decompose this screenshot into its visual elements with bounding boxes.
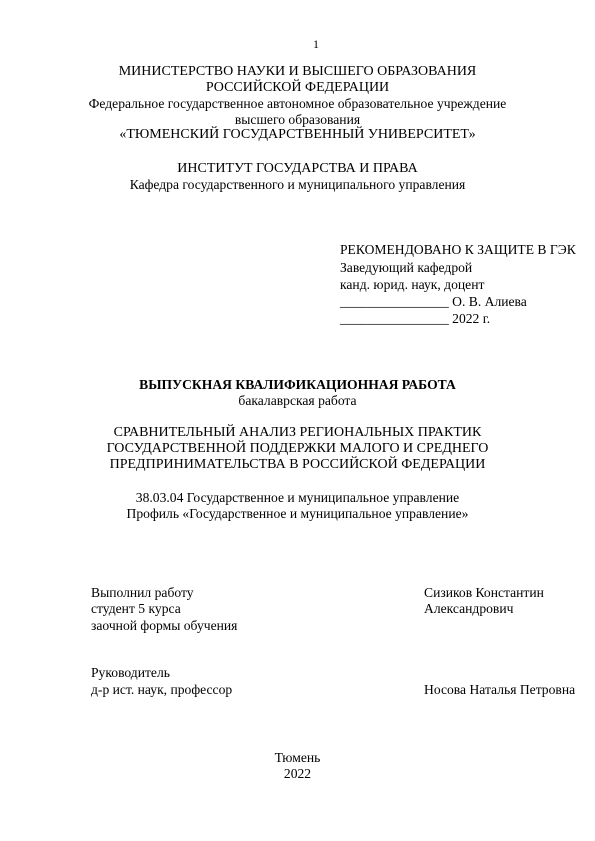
approval-role: Заведующий кафедрой: [340, 260, 473, 275]
approval-degree: канд. юрид. наук, доцент: [340, 277, 485, 292]
work-level: бакалаврская работа: [238, 393, 357, 408]
institute-name: ИНСТИТУТ ГОСУДАРСТВА И ПРАВА: [177, 161, 418, 176]
author-label-line-1: Выполнил работу: [91, 585, 194, 600]
university-name: «ТЮМЕНСКИЙ ГОСУДАРСТВЕННЫЙ УНИВЕРСИТЕТ»: [119, 127, 476, 142]
work-title-line-2: ГОСУДАРСТВЕННОЙ ПОДДЕРЖКИ МАЛОГО И СРЕДНЕГО: [106, 441, 489, 456]
supervisor-label-line-1: Руководитель: [91, 665, 170, 680]
author-name-line-2: Александрович: [424, 601, 514, 616]
page-number: 1: [313, 37, 319, 51]
ministry-line-2: РОССИЙСКОЙ ФЕДЕРАЦИИ: [205, 80, 390, 95]
work-title-line-3: ПРЕДПРИНИМАТЕЛЬСТВА В РОССИЙСКОЙ ФЕДЕРАЦИИ: [109, 457, 486, 472]
work-title-line-1: СРАВНИТЕЛЬНЫЙ АНАЛИЗ РЕГИОНАЛЬНЫХ ПРАКТИК: [113, 425, 482, 440]
work-type: ВЫПУСКНАЯ КВАЛИФИКАЦИОННАЯ РАБОТА: [139, 377, 456, 392]
footer-year: 2022: [283, 766, 312, 781]
approval-date-line: ________________ 2022 г.: [340, 311, 491, 326]
author-name-line-1: Сизиков Константин: [424, 585, 544, 600]
institution-line-2: высшего образования: [234, 112, 361, 127]
author-label-line-2: студент 5 курса: [91, 601, 181, 616]
footer-city: Тюмень: [274, 750, 321, 765]
work-specialty: 38.03.04 Государственное и муниципальное управление: [135, 490, 460, 505]
department-name: Кафедра государственного и муниципального управления: [129, 177, 466, 192]
supervisor-label-line-2: д-р ист. наук, профессор: [91, 682, 233, 697]
ministry-line-1: МИНИСТЕРСТВО НАУКИ И ВЫСШЕГО ОБРАЗОВАНИЯ: [118, 64, 477, 79]
approval-signature-line: ________________ О. В. Алиева: [340, 294, 527, 309]
institution-line-1: Федеральное государственное автономное образовательное учреждение: [88, 96, 507, 111]
supervisor-name: Носова Наталья Петровна: [424, 682, 576, 697]
work-profile: Профиль «Государственное и муниципальное управление»: [126, 506, 469, 521]
author-label-line-3: заочной формы обучения: [91, 618, 238, 633]
approval-heading: РЕКОМЕНДОВАНО К ЗАЩИТЕ В ГЭК: [340, 242, 576, 257]
